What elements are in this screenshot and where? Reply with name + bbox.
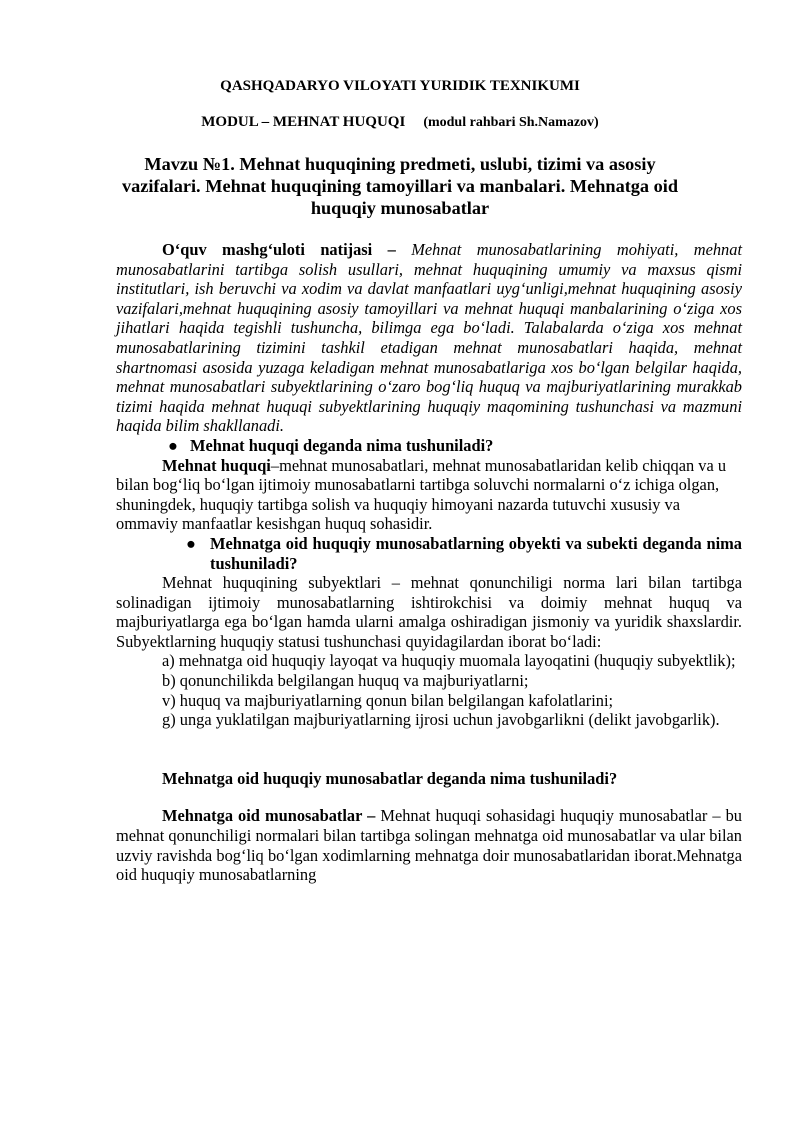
definition-1-text: –mehnat munosabatlari, mehnat munosabatlaridan kelib chiqqan va u bilan bog‘liq bo‘lgan ijtimoiy munosabatlarni tartibga soluvchi normalarni o‘z ichiga olgan, shuningdek, huquqiy tartibga solish va huquqiy himoyani nazarda tutuvchi xususiy va ommaviy manfaatlar kesishgan huquq sohasidir. [116, 455, 727, 534]
learning-outcome-text: Mehnat munosabatlarining mohiyati, mehnat munosabatlarini tartibga solish usullari, mehnat huquqining umumiy va maxsus qismi institutlari, ish beruvchi va xodim va davlat manfaatlari uyg‘unligi,mehnat huquqining asosiy vazifalari,mehnat huquqining asosiy tamoyillari va mehnat huquqi manbalarining o‘ziga xos jihatlari haqida tegishli tushuncha, bilimga ega bo‘ladi. Talabalarda o‘ziga xos mehnat munosabatlarining tizimini tashkil etadigan mehnat munosabatlari haqida, mehnat shartnomasi asosida yuzaga keladigan mehnat munosabatlariga xos bo‘lgan belgilar haqida, mehnat munosabatlari subyektlarining o‘zaro bog‘liq huquq va majburiyatlarining murakkab tizimi haqida mehnat huquqi subyektlarining huquqiy maqomining tushunchasi va mazmuni haqida bilim shakllanadi. [116, 240, 743, 436]
document-body [116, 240, 742, 885]
module-name: MODUL – MEHNAT HUQUQI [201, 114, 406, 130]
question-2-text: Mehnatga oid huquqiy munosabatlarning obyekti va subekti deganda nima tushuniladi? [210, 533, 742, 573]
list-item: b) qonunchilikda belgilangan huquq va majburiyatlarni; [162, 671, 529, 691]
learning-outcome [116, 240, 742, 436]
definition-3 [116, 806, 742, 884]
module-leader: (modul rahbari Sh.Namazov) [423, 115, 599, 130]
definition-1 [116, 456, 742, 534]
question-2 [116, 534, 742, 573]
module-line [0, 114, 800, 131]
list-item: g) unga yuklatilgan majburiyatlarning ijrosi uchun javobgarlikni (delikt javobgarlik). [162, 710, 720, 730]
learning-outcome-label: O‘quv mashg‘uloti natijasi – [162, 240, 396, 259]
institution-name: QASHQADARYO VILOYATI YURIDIK TEXNIKUMI [220, 78, 580, 94]
definition-3-text: Mehnat huquqi sohasidagi huquqiy munosabatlar – bu mehnat qonunchiligi normalari bilan tartibga solingan mehnatga oid munosabatlar va ular bilan uzviy ravishda bog‘liq bo‘lgan xodimlarning mehnatga doir munosabatlaridan iborat.Mehnatga oid huquqiy munosabatlarning [116, 806, 742, 885]
question-1-text: Mehnat huquqi deganda nima tushuniladi? [190, 435, 494, 455]
list-item: a) mehnatga oid huquqiy layoqat va huquqiy muomala layoqatini (huquqiy subyektlik); [162, 651, 736, 671]
definition-3-term: Mehnatga oid munosabatlar – [162, 806, 376, 826]
subjects-intro: Mehnat huquqining subyektlari – mehnat qonunchiligi norma lari bilan tartibga solinadigan ijtimoiy munosabatlarning ishtirokchisi va doimiy mehnat huquq va majburiyatlarga ega bo‘lgan hamda ularni amalga oshiradigan jismoniy va yuridik shaxslardir. Subyektlarning huquqiy statusi tushunchasi quyidagilardan iborat bo‘ladi: [116, 573, 742, 651]
question-1 [116, 436, 742, 456]
bullet-icon: ● [186, 533, 196, 553]
definition-1-term: Mehnat huquqi [162, 455, 271, 475]
question-3: Mehnatga oid huquqiy munosabatlar deganda nima tushuniladi? [162, 768, 618, 788]
bullet-icon: ● [168, 435, 178, 455]
topic-title: Mavzu №1. Mehnat huquqining predmeti, uslubi, tizimi va asosiy vazifalari. Mehnat huquqining tamoyillari va manbalari. Mehnatga oid huquqiy munosabatlar [121, 154, 679, 218]
list-item: v) huquq va majburiyatlarning qonun bilan belgilangan kafolatlarini; [162, 690, 614, 710]
